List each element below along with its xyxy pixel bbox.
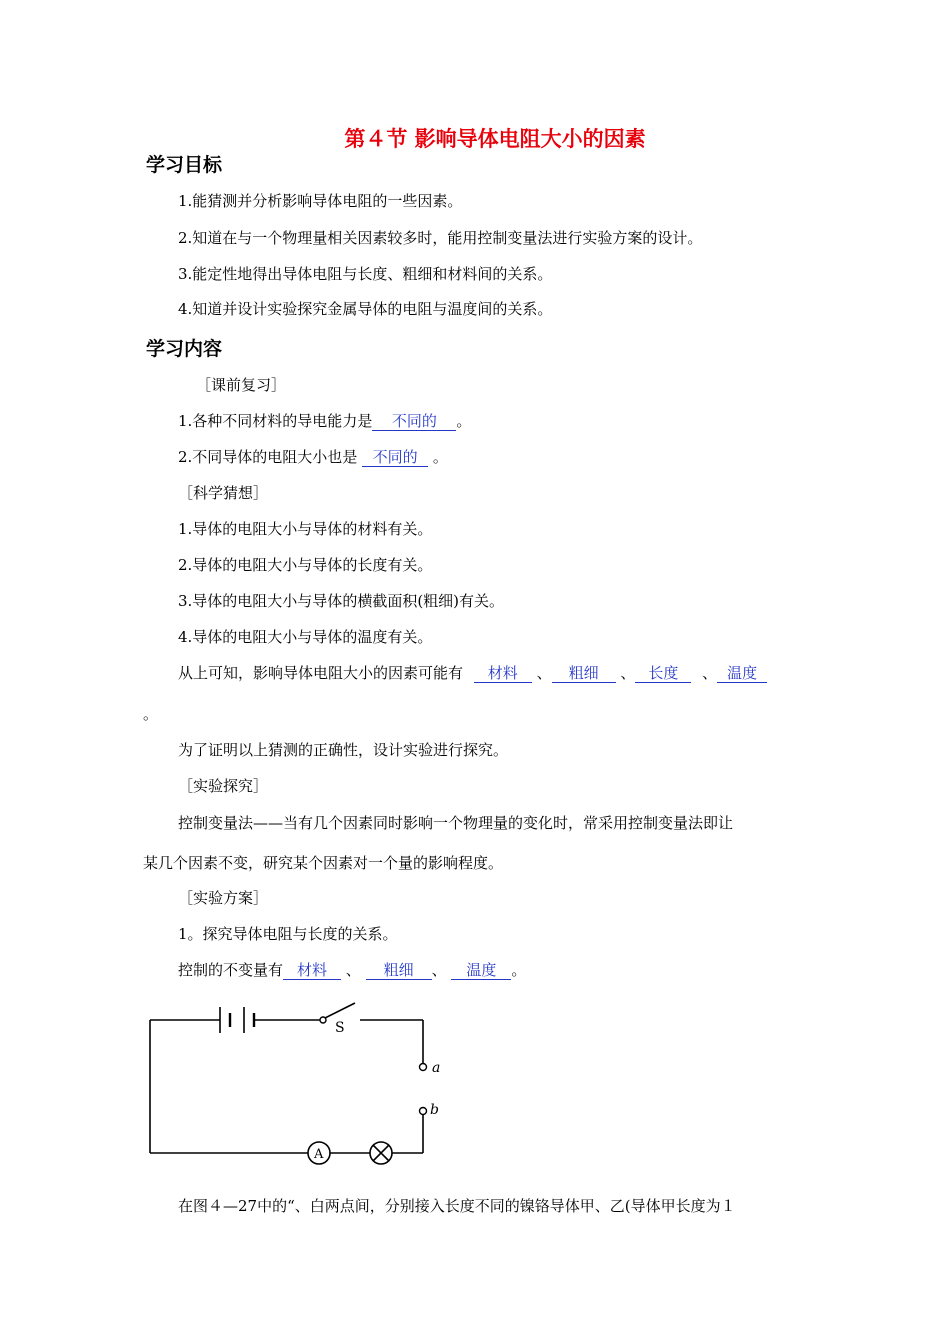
factors-line	[178, 662, 767, 684]
plan-label: ［实验方案］	[178, 889, 269, 907]
terminal-b	[420, 1108, 427, 1115]
answer-blank: 粗细	[552, 664, 616, 683]
goal-item: 4.知道并设计实验探究金属导体的电阻与温度间的关系。	[178, 300, 553, 318]
switch-blade	[323, 1003, 355, 1019]
guess-item: 3.导体的电阻大小与导体的横截面积(粗细)有关。	[178, 592, 505, 610]
switch-label: S	[335, 1020, 345, 1036]
separator: 、	[536, 664, 552, 682]
control-line	[178, 959, 526, 981]
question-text: 2.不同导体的电阻大小也是	[178, 448, 363, 466]
page-title: 第４节 影响导体电阻大小的因素	[344, 127, 646, 151]
goal-item: 2.知道在与一个物理量相关因素较多时，能用控制变量法进行实验方案的设计。	[178, 229, 703, 247]
question-end: 。	[428, 448, 448, 466]
plan-item: 1。探究导体电阻与长度的关系。	[178, 925, 398, 943]
answer-blank: 不同的	[362, 448, 428, 467]
separator: 、	[341, 961, 361, 979]
factors-end: 。	[143, 705, 159, 723]
separator: 、	[702, 664, 718, 682]
question-end: 。	[456, 412, 472, 430]
circuit-diagram	[140, 995, 460, 1175]
answer-blank: 不同的	[372, 412, 456, 431]
guess-item: 2.导体的电阻大小与导体的长度有关。	[178, 556, 433, 574]
answer-blank: 材料	[283, 961, 341, 980]
separator: 、	[431, 961, 452, 979]
goal-item: 3.能定性地得出导体电阻与长度、粗细和材料间的关系。	[178, 265, 553, 283]
terminal-a	[420, 1064, 427, 1071]
goals-heading: 学习目标	[146, 154, 223, 176]
factors-text: 从上可知，影响导体电阻大小的因素可能有	[178, 664, 464, 682]
separator: 。	[511, 961, 527, 979]
last-line: 在图４—27中的“、白两点间，分别接入长度不同的镍铬导体甲、乙(导体甲长度为１	[178, 1197, 736, 1215]
review-question-1	[178, 410, 471, 432]
answer-blank: 温度	[717, 664, 767, 683]
content-heading: 学习内容	[146, 338, 223, 360]
guess-label: ［科学猜想］	[178, 484, 269, 502]
guess-item: 1.导体的电阻大小与导体的材料有关。	[178, 520, 433, 538]
explore-label: ［实验探究］	[178, 777, 269, 795]
point-b-label: b	[430, 1102, 439, 1118]
answer-blank: 温度	[451, 961, 511, 980]
prove-text: 为了证明以上猜测的正确性，设计实验进行探究。	[178, 741, 509, 759]
ammeter-label: A	[314, 1147, 324, 1162]
separator: 、	[620, 664, 636, 682]
review-question-2	[178, 446, 448, 468]
switch-contact	[320, 1017, 326, 1023]
answer-blank: 长度	[635, 664, 691, 683]
answer-blank: 材料	[474, 664, 532, 683]
answer-blank: 粗细	[366, 961, 432, 980]
goal-item: 1.能猜测并分析影响导体电阻的一些因素。	[178, 192, 463, 210]
point-a-label: a	[432, 1060, 441, 1076]
control-text: 控制的不变量有	[178, 961, 284, 979]
guess-item: 4.导体的电阻大小与导体的温度有关。	[178, 628, 433, 646]
explore-text: 控制变量法——当有几个因素同时影响一个物理量的变化时，常采用控制变量法即让	[178, 814, 734, 832]
question-text: 1.各种不同材料的导电能力是	[178, 412, 373, 430]
review-label: ［课前复习］	[196, 376, 287, 394]
explore-text: 某几个因素不变，研究某个因素对一个量的影响程度。	[143, 854, 504, 872]
